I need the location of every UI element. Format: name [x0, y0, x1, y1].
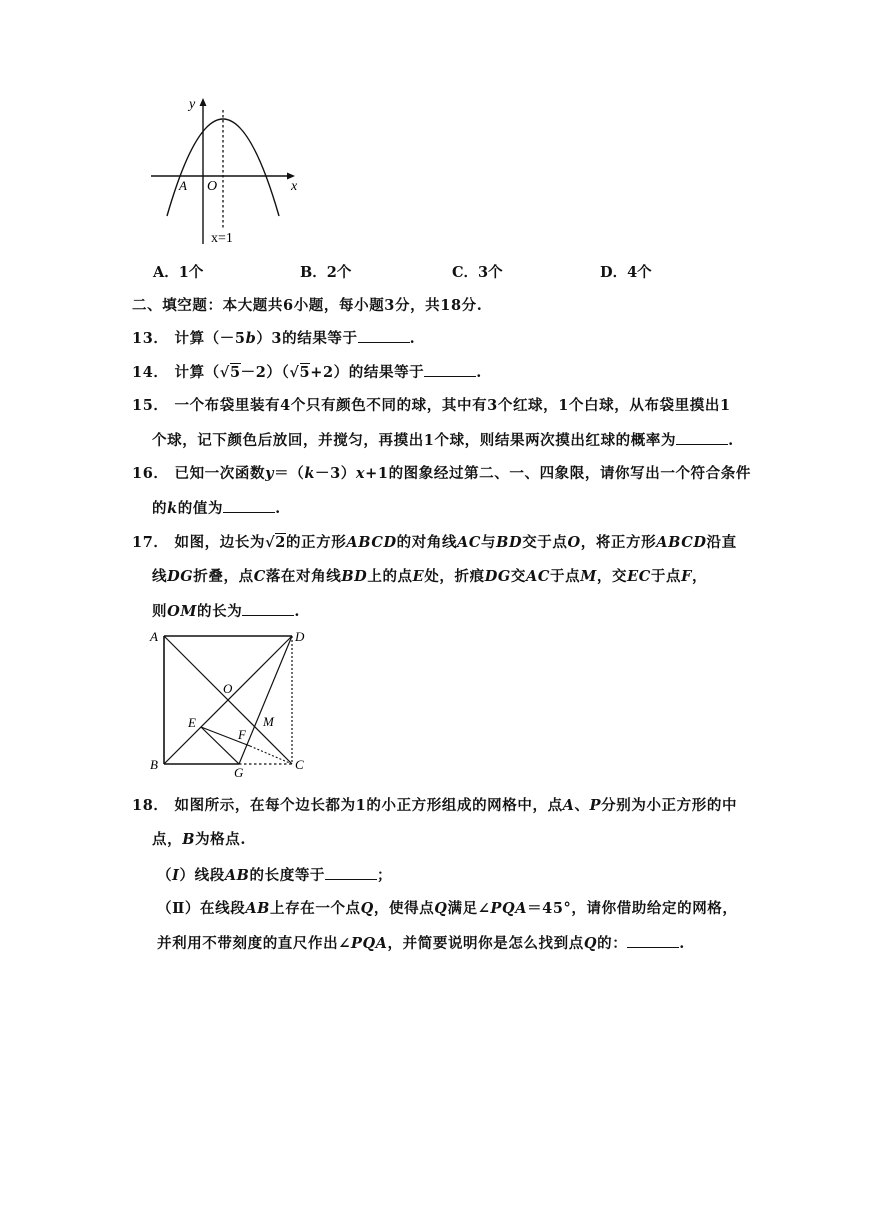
option-a: A．1个: [153, 264, 204, 281]
parabola-graph: [145, 92, 305, 248]
question-17-line1: 17． 如图，边长为√2的正方形ABCD的对角线AC与BD交于点O，将正方形ABCD沿直: [132, 534, 737, 551]
option-c: C．3个: [452, 264, 503, 281]
label-m: M: [263, 714, 274, 729]
answer-blank: [627, 933, 679, 948]
label-a: A: [150, 629, 158, 644]
question-15-line1: 15． 一个布袋里装有4个只有颜色不同的球，其中有3个红球，1个白球，从布袋里摸出1: [132, 397, 731, 414]
question-13: 13． 计算（－5b）3的结果等于 .: [132, 330, 416, 347]
label-o: O: [223, 681, 233, 696]
q15-number: 15．: [132, 397, 169, 414]
segment-eg: [201, 727, 239, 764]
question-18-part1: （I）线段AB的长度等于 ；: [157, 867, 393, 884]
option-d: D．4个: [600, 264, 652, 281]
q14-number: 14．: [132, 364, 169, 381]
answer-blank: [325, 865, 377, 880]
sqrt-symbol: √: [219, 364, 230, 381]
point-a-label: A: [179, 178, 187, 193]
answer-blank: [223, 498, 275, 513]
square-fold-figure: [146, 628, 312, 778]
question-17-line2: 线DG折叠，点C落在对角线BD上的点E处，折痕DG交AC于点M，交EC于点F，: [152, 568, 708, 585]
question-18-line2: 点，B为格点.: [152, 831, 247, 848]
question-17-line3: 则OM的长为 .: [152, 603, 300, 620]
question-14: 14． 计算（√5－2）（√5+2）的结果等于 .: [132, 364, 482, 381]
label-c: C: [295, 757, 304, 772]
origin-label: O: [207, 179, 218, 194]
question-18-part2-cont: 并利用不带刻度的直尺作出∠PQA，并简要说明你是怎么找到点Q的： .: [157, 935, 685, 952]
x-axis-label: x: [291, 179, 298, 194]
section-title: 二、填空题：本大题共6小题，每小题3分，共18分.: [132, 297, 483, 314]
label-d: D: [295, 629, 305, 644]
q13-number: 13．: [132, 330, 169, 347]
answer-blank: [358, 328, 410, 343]
label-e: E: [188, 715, 196, 730]
label-b: B: [150, 757, 158, 772]
answer-blank: [424, 362, 476, 377]
segment-fc: [250, 746, 292, 764]
sqrt-symbol: √: [289, 364, 300, 381]
y-axis-label: y: [189, 97, 196, 112]
y-axis-arrow: [200, 98, 207, 106]
q17-number: 17．: [132, 534, 169, 551]
question-15-line2: 个球，记下颜色后放回，并搅匀，再摸出1个球，则结果两次摸出红球的概率为 .: [152, 432, 734, 449]
label-f: F: [238, 727, 246, 742]
question-16-line2: 的k的值为 .: [152, 500, 281, 517]
answer-blank: [242, 601, 294, 616]
question-16-line1: 16． 已知一次函数y＝（k－3）x+1的图象经过第二、一、四象限，请你写出一个符合条件: [132, 465, 751, 482]
question-18-line1: 18． 如图所示，在每个边长都为1的小正方形组成的网格中，点A、P分别为小正方形的中: [132, 797, 738, 814]
symmetry-axis-label: x=1: [211, 231, 233, 246]
label-g: G: [234, 765, 244, 778]
sqrt-symbol: √: [265, 534, 276, 551]
option-b: B．2个: [300, 264, 352, 281]
answer-blank: [676, 430, 728, 445]
question-18-part2: （Ⅱ）在线段AB上存在一个点Q，使得点Q满足∠PQA＝45°，请你借助给定的网格，: [157, 900, 738, 917]
q16-number: 16．: [132, 465, 169, 482]
q18-number: 18．: [132, 797, 169, 814]
